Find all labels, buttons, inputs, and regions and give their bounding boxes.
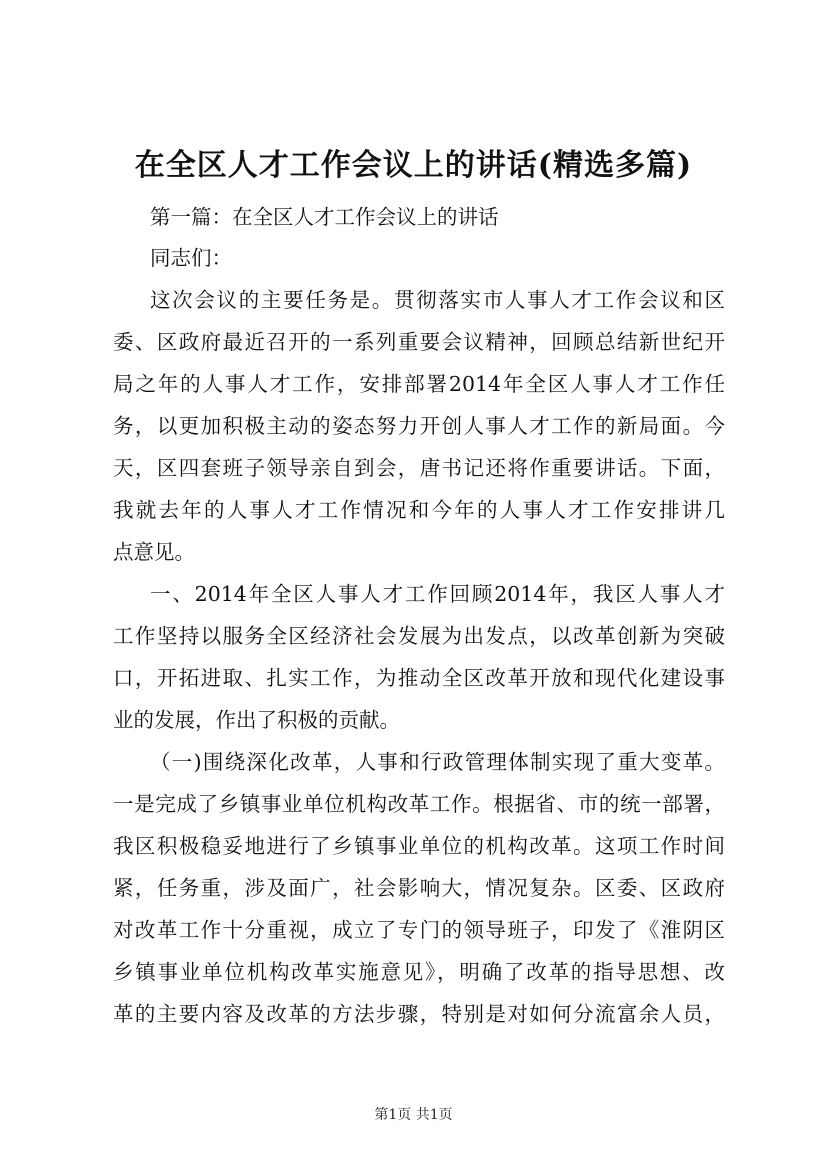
- document-title: 在全区人才工作会议上的讲话(精选多篇): [134, 148, 693, 183]
- body-line: 这次会议的主要任务是。贯彻落实市人事人才工作会议和区: [150, 288, 725, 312]
- body-line: 点意见。: [113, 540, 195, 564]
- body-line: 业的发展，作出了积极的贡献。: [113, 708, 400, 732]
- body-line: 我区积极稳妥地进行了乡镇事业单位的机构改革。这项工作时间: [113, 834, 725, 858]
- body-line: 一、2014年全区人事人才工作回顾2014年，我区人事人才: [150, 582, 725, 606]
- body-line: 局之年的人事人才工作，安排部署2014年全区人事人才工作任: [113, 372, 725, 396]
- body-line: 一是完成了乡镇事业单位机构改革工作。根据省、市的统一部署，: [113, 792, 725, 816]
- body-line: 委、区政府最近召开的一系列重要会议精神，回顾总结新世纪开: [113, 330, 725, 354]
- body-line: 乡镇事业单位机构改革实施意见》，明确了改革的指导思想、改: [113, 960, 725, 984]
- body-line: 对改革工作十分重视，成立了专门的领导班子，印发了《淮阴区: [113, 918, 725, 942]
- body-line: 工作坚持以服务全区经济社会发展为出发点，以改革创新为突破: [113, 624, 725, 648]
- body-line: 口，开拓进取、扎实工作，为推动全区改革开放和现代化建设事: [113, 666, 725, 690]
- body-line: 天，区四套班子领导亲自到会，唐书记还将作重要讲话。下面，: [113, 456, 725, 480]
- page-footer: 第1页 共1页: [374, 1107, 453, 1123]
- salutation: 同志们：: [150, 246, 232, 270]
- section-heading: 第一篇：在全区人才工作会议上的讲话: [150, 205, 499, 229]
- body-line: 务，以更加积极主动的姿态努力开创人事人才工作的新局面。今: [113, 414, 725, 438]
- body-line: 我就去年的人事人才工作情况和今年的人事人才工作安排讲几: [113, 498, 725, 522]
- body-line: （一)围绕深化改革，人事和行政管理体制实现了重大变革。: [150, 750, 725, 774]
- body-line: 紧，任务重，涉及面广，社会影响大，情况复杂。区委、区政府: [113, 876, 725, 900]
- body-line: 革的主要内容及改革的方法步骤，特别是对如何分流富余人员，: [113, 1002, 725, 1026]
